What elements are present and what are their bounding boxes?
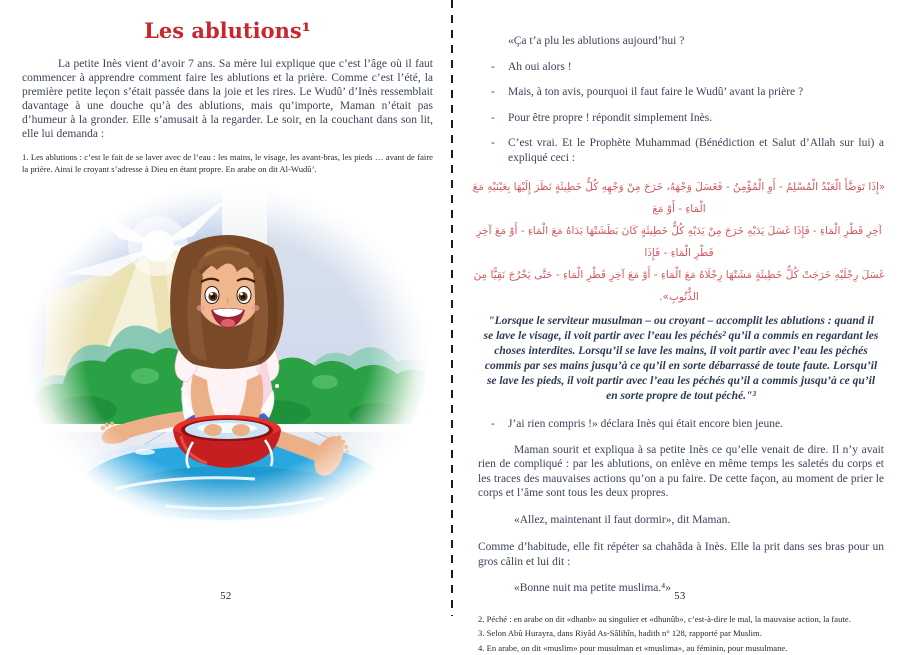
dialogue-line: - C’est vrai. Et le Prophète Muhammad (Bénédiction et Salut d’Allah sur lui) a expliqué ceci : [478,136,884,165]
dialogue-dash: - [491,136,508,165]
hadith-arabic [472,176,886,308]
closing-paragraph: Comme d’habitude, elle fit répéter sa chahâda à Inès. Elle la prit dans ses bras pour un gros câlin et lui dit : [478,540,884,569]
hadith-translation: "Lorsque le serviteur musulman – ou croyant – accomplit les ablutions : quand il se lave le visage, il voit partir avec l’eau les péchés² qu’il a commis en regardant les choses interdites. Lorsqu’il se lave les mains, il voit partir avec l’eau les péchés commis par ses mains jusqu’à ce qu’il en sorte débarrassé de toute faute. Lorsqu’il se lave les pieds, il voit partir avec l’eau les péchés qu’il a commis jusqu’à ce qu’il en sorte propre de tout péché."³ [482,314,880,404]
dialogue-line: - Mais, à ton avis, pourquoi il faut faire le Wudû’ avant la prière ? [478,85,884,100]
page-number-left: 52 [0,591,452,602]
dialogue-dash: - [491,417,508,432]
dialogue-dash: - [491,60,508,75]
left-page [0,0,452,616]
hadith-arabic-line: آخِرِ قَطْرِ الْمَاءِ - فَإِذَا غَسَلَ يَدَيْهِ خَرَجَ مِنْ يَدَيْهِ كُلُّ خَطِيئَةٍ كَانَ بَطَشَتْهَا يَدَاهُ مَعَ الْمَاءِ - أَوْ مَعَ آخِرِ قَطْرِ الْمَاءِ - فَإِذَا [472,220,886,264]
dialogue-line: «Ça t’a plu les ablutions aujourd’hui ? [478,34,884,49]
dialogue-dash: - [491,111,508,126]
goodnight-quote: «Bonne nuit ma petite muslima.⁴» [478,581,884,596]
center-binding-divider [451,0,453,616]
illustration-girl-washing [25,184,430,529]
dialogue-line: - Pour être propre ! répondit simplement Inès. [478,111,884,126]
dialogue-dash [491,34,508,49]
intro-paragraph: La petite Inès vient d’avoir 7 ans. Sa mère lui explique que c’est l’âge où il faut commencer à apprendre comment faire les ablutions et la prière. Comme c’est l’été, la première petite leçon s’était passée dans la joie et les rires. Le Wudû’ d’Inès ressemblait davantage à une douche qu’à des ablutions, mais qu’importe, Maman n’était pas d’humeur à la gronder. Elle s’amusait à la regarder. Le soir, en la couchant dans son lit, elle lui demanda : [22,57,433,141]
dialogue-line: - Ah oui alors ! [478,60,884,75]
hadith-arabic-line: غَسَلَ رِجْلَيْهِ خَرَجَتْ كُلُّ خَطِيئَةٍ مَشَتْهَا رِجْلَاهُ مَعَ الْمَاءِ - أَوْ مَعَ آخِرِ قَطْرِ الْمَاءِ - حَتَّى يَخْرُجَ نَقِيًّا مِنَ الذُّنُوبِ». [472,264,886,308]
hadith-arabic-line: «إِذَا تَوَضَّأَ الْعَبْدُ الْمُسْلِمُ - أَوِ الْمُؤْمِنُ - فَغَسَلَ وَجْهَهُ، خَرَجَ مِنْ وَجْهِهِ كُلُّ خَطِيئَةٍ نَظَرَ إِلَيْهَا بِعَيْنَيْهِ مَعَ الْمَاءِ - أَوْ مَعَ [472,176,886,220]
dialogue-reply: - J’ai rien compris !» déclara Inès qui était encore bien jeune. [478,417,884,432]
footnote-2: 2. Péché : en arabe on dit «dhanb» au singulier et «dhunûb», c’est-à-dire le mal, la mauvaise action, la faute. [478,612,884,627]
dialogue-block [478,34,884,165]
dialogue-dash: - [491,85,508,100]
mother-quote: «Allez, maintenant il faut dormir», dit Maman. [478,513,884,528]
explanation-paragraph: Maman sourit et expliqua à sa petite Inès ce qu’elle venait de dire. Il n’y avait rien de compliqué : par les ablutions, on enlève en même temps les saletés du corps et les traces des mauvaises actions qu’on a pu faire. De cette façon, au moment de prier le corps et l’âme sont tous les deux propres. [478,443,884,501]
footnote-3: 3. Selon Abû Hurayra, dans Riyâd As-Sâlihîn, hadith n° 128, rapporté par Muslim. [478,626,884,641]
right-page [454,0,906,616]
vignette-fade [25,184,430,529]
footnote-1: 1. Les ablutions : c’est le fait de se laver avec de l’eau : les mains, le visage, les avant-bras, les pieds … avant de faire la prière. Ainsi le croyant s’adresse à Dieu en étant propre. En arabe on dit Al-Wudû’. [22,152,433,175]
footnotes-block [478,612,884,655]
page-number-right: 53 [454,591,906,602]
illustration-svg [25,184,430,529]
page-title: Les ablutions¹ [22,18,433,44]
footnote-4: 4. En arabe, on dit «muslim» pour musulman et «muslima», au féminin, pour musulmane. [478,641,884,655]
